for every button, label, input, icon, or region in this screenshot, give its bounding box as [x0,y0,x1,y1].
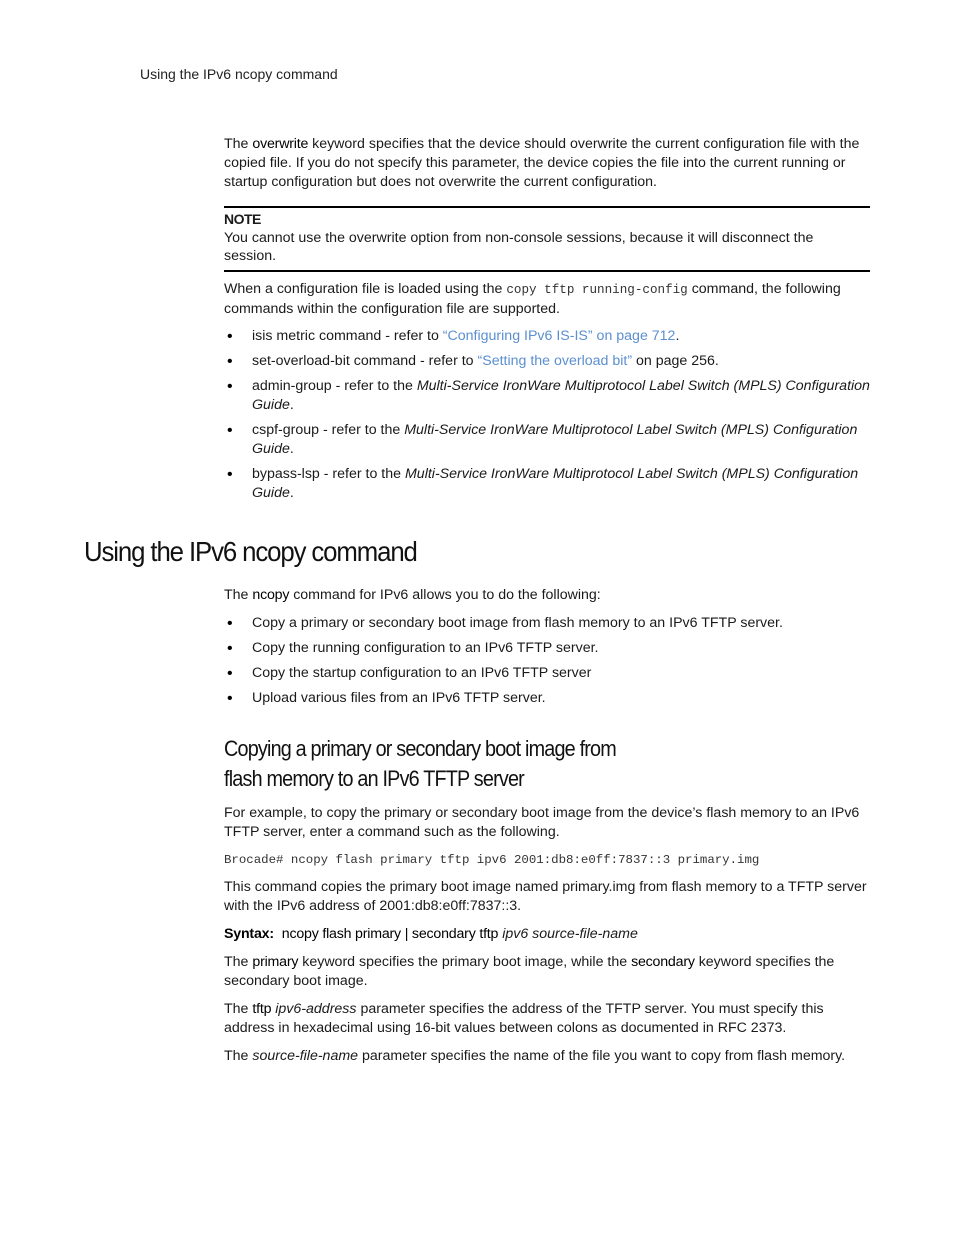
text: admin-group - refer to the [252,378,417,394]
text: The [224,1048,253,1064]
keyword-secondary: secondary [631,954,695,970]
inline-code: copy tftp running-config [506,283,688,297]
text: The [224,136,253,152]
heading-line: flash memory to an IPv6 TFTP server [224,766,524,791]
list-item: • Copy the running configuration to an IPv6 TFTP server. [224,639,872,658]
keyword-tftp: tftp [252,1001,272,1017]
list-item: • Upload various files from an IPv6 TFTP server. [224,689,872,708]
list-item [224,421,872,459]
list-item [224,352,872,371]
tftp-paragraph [224,1000,872,1038]
heading-line: Copying a primary or secondary boot image from [224,736,616,761]
text: . [289,441,294,457]
text: set-overload-bit command - refer to [252,353,478,369]
param-ipv6-address: ipv6-address [275,1001,357,1017]
text: The [224,1001,253,1017]
text: isis metric command - refer to [252,328,443,344]
note-label: NOTE [224,211,261,227]
supported-commands-list [224,327,872,503]
example-paragraph: For example, to copy the primary or secondary boot image from the device’s flash memory to an IPv6 TFTP server, enter a command such as the following. [224,805,860,840]
text: parameter specifies the name of the file you want to copy from flash memory. [358,1048,846,1064]
config-load-paragraph [224,280,872,319]
guide-title: Multi-Service IronWare Multiprotocol Label Switch (MPLS) Configuration Guide [252,378,870,413]
text: . [289,485,294,501]
cross-reference-link[interactable]: “Configuring IPv6 IS-IS” on page 712 [442,328,676,344]
syntax-command: ncopy flash primary | secondary tftp [281,926,499,942]
note-box [224,206,870,272]
text: keyword specifies that the device should overwrite the current configuration file with the copied file. If you do not specify this parameter, the device copies the file into the current running or startup configuration but does not overwrite the current configuration. [224,136,860,190]
text: cspf-group - refer to the [252,422,405,438]
overwrite-paragraph [224,135,872,192]
ncopy-capabilities-list [224,614,872,708]
syntax-line [224,925,872,944]
text: keyword specifies the secondary boot image. [224,954,835,989]
source-file-paragraph [224,1047,872,1066]
code-example: Brocade# ncopy flash primary tftp ipv6 2001:db8:e0ff:7837::3 primary.img [224,853,760,867]
list-item: • Copy a primary or secondary boot image from flash memory to an IPv6 TFTP server. [224,614,872,633]
keyword-overwrite: overwrite [252,136,309,152]
section-heading: Using the IPv6 ncopy command [84,536,417,567]
text: command for IPv6 allows you to do the following: [289,587,601,603]
list-item [224,465,872,503]
text: on page 256. [632,353,719,369]
guide-title: Multi-Service IronWare Multiprotocol Label Switch (MPLS) Configuration Guide [252,422,858,457]
list-item: • Copy the startup configuration to an IPv6 TFTP server [224,664,872,683]
guide-title: Multi-Service IronWare Multiprotocol Label Switch (MPLS) Configuration Guide [252,466,859,501]
keyword-ncopy: ncopy [252,587,290,603]
cross-reference-link[interactable]: “Setting the overload bit” [477,353,633,369]
text: . [289,397,294,413]
text: . [675,328,680,344]
text: command, the following commands within the configuration file are supported. [224,281,841,317]
text: When a configuration file is loaded using the [224,281,507,297]
syntax-label: Syntax: [224,926,274,942]
primary-secondary-paragraph [224,953,872,991]
note-text: You cannot use the overwrite option from non-console sessions, because it will disconnect the session. [224,230,814,264]
ncopy-intro-paragraph [224,586,872,605]
text: The [224,587,253,603]
subsection-heading [224,734,692,794]
command-explanation: This command copies the primary boot image named primary.img from flash memory to a TFTP server with the IPv6 address of 2001:db8:e0ff:7837::3. [224,879,867,914]
running-header: Using the IPv6 ncopy command [140,66,338,82]
param-source-file-name: source-file-name [252,1048,359,1064]
text: The [224,954,253,970]
keyword-primary: primary [252,954,299,970]
list-item [224,327,872,346]
text: bypass-lsp - refer to the [252,466,405,482]
list-item [224,377,872,415]
text: keyword specifies the primary boot image, while the [298,954,632,970]
syntax-arguments: ipv6 source-file-name [502,926,638,942]
text: parameter specifies the address of the TFTP server. You must specify this address in hexadecimal using 16-bit values between colons as documented in RFC 2373. [224,1001,824,1036]
